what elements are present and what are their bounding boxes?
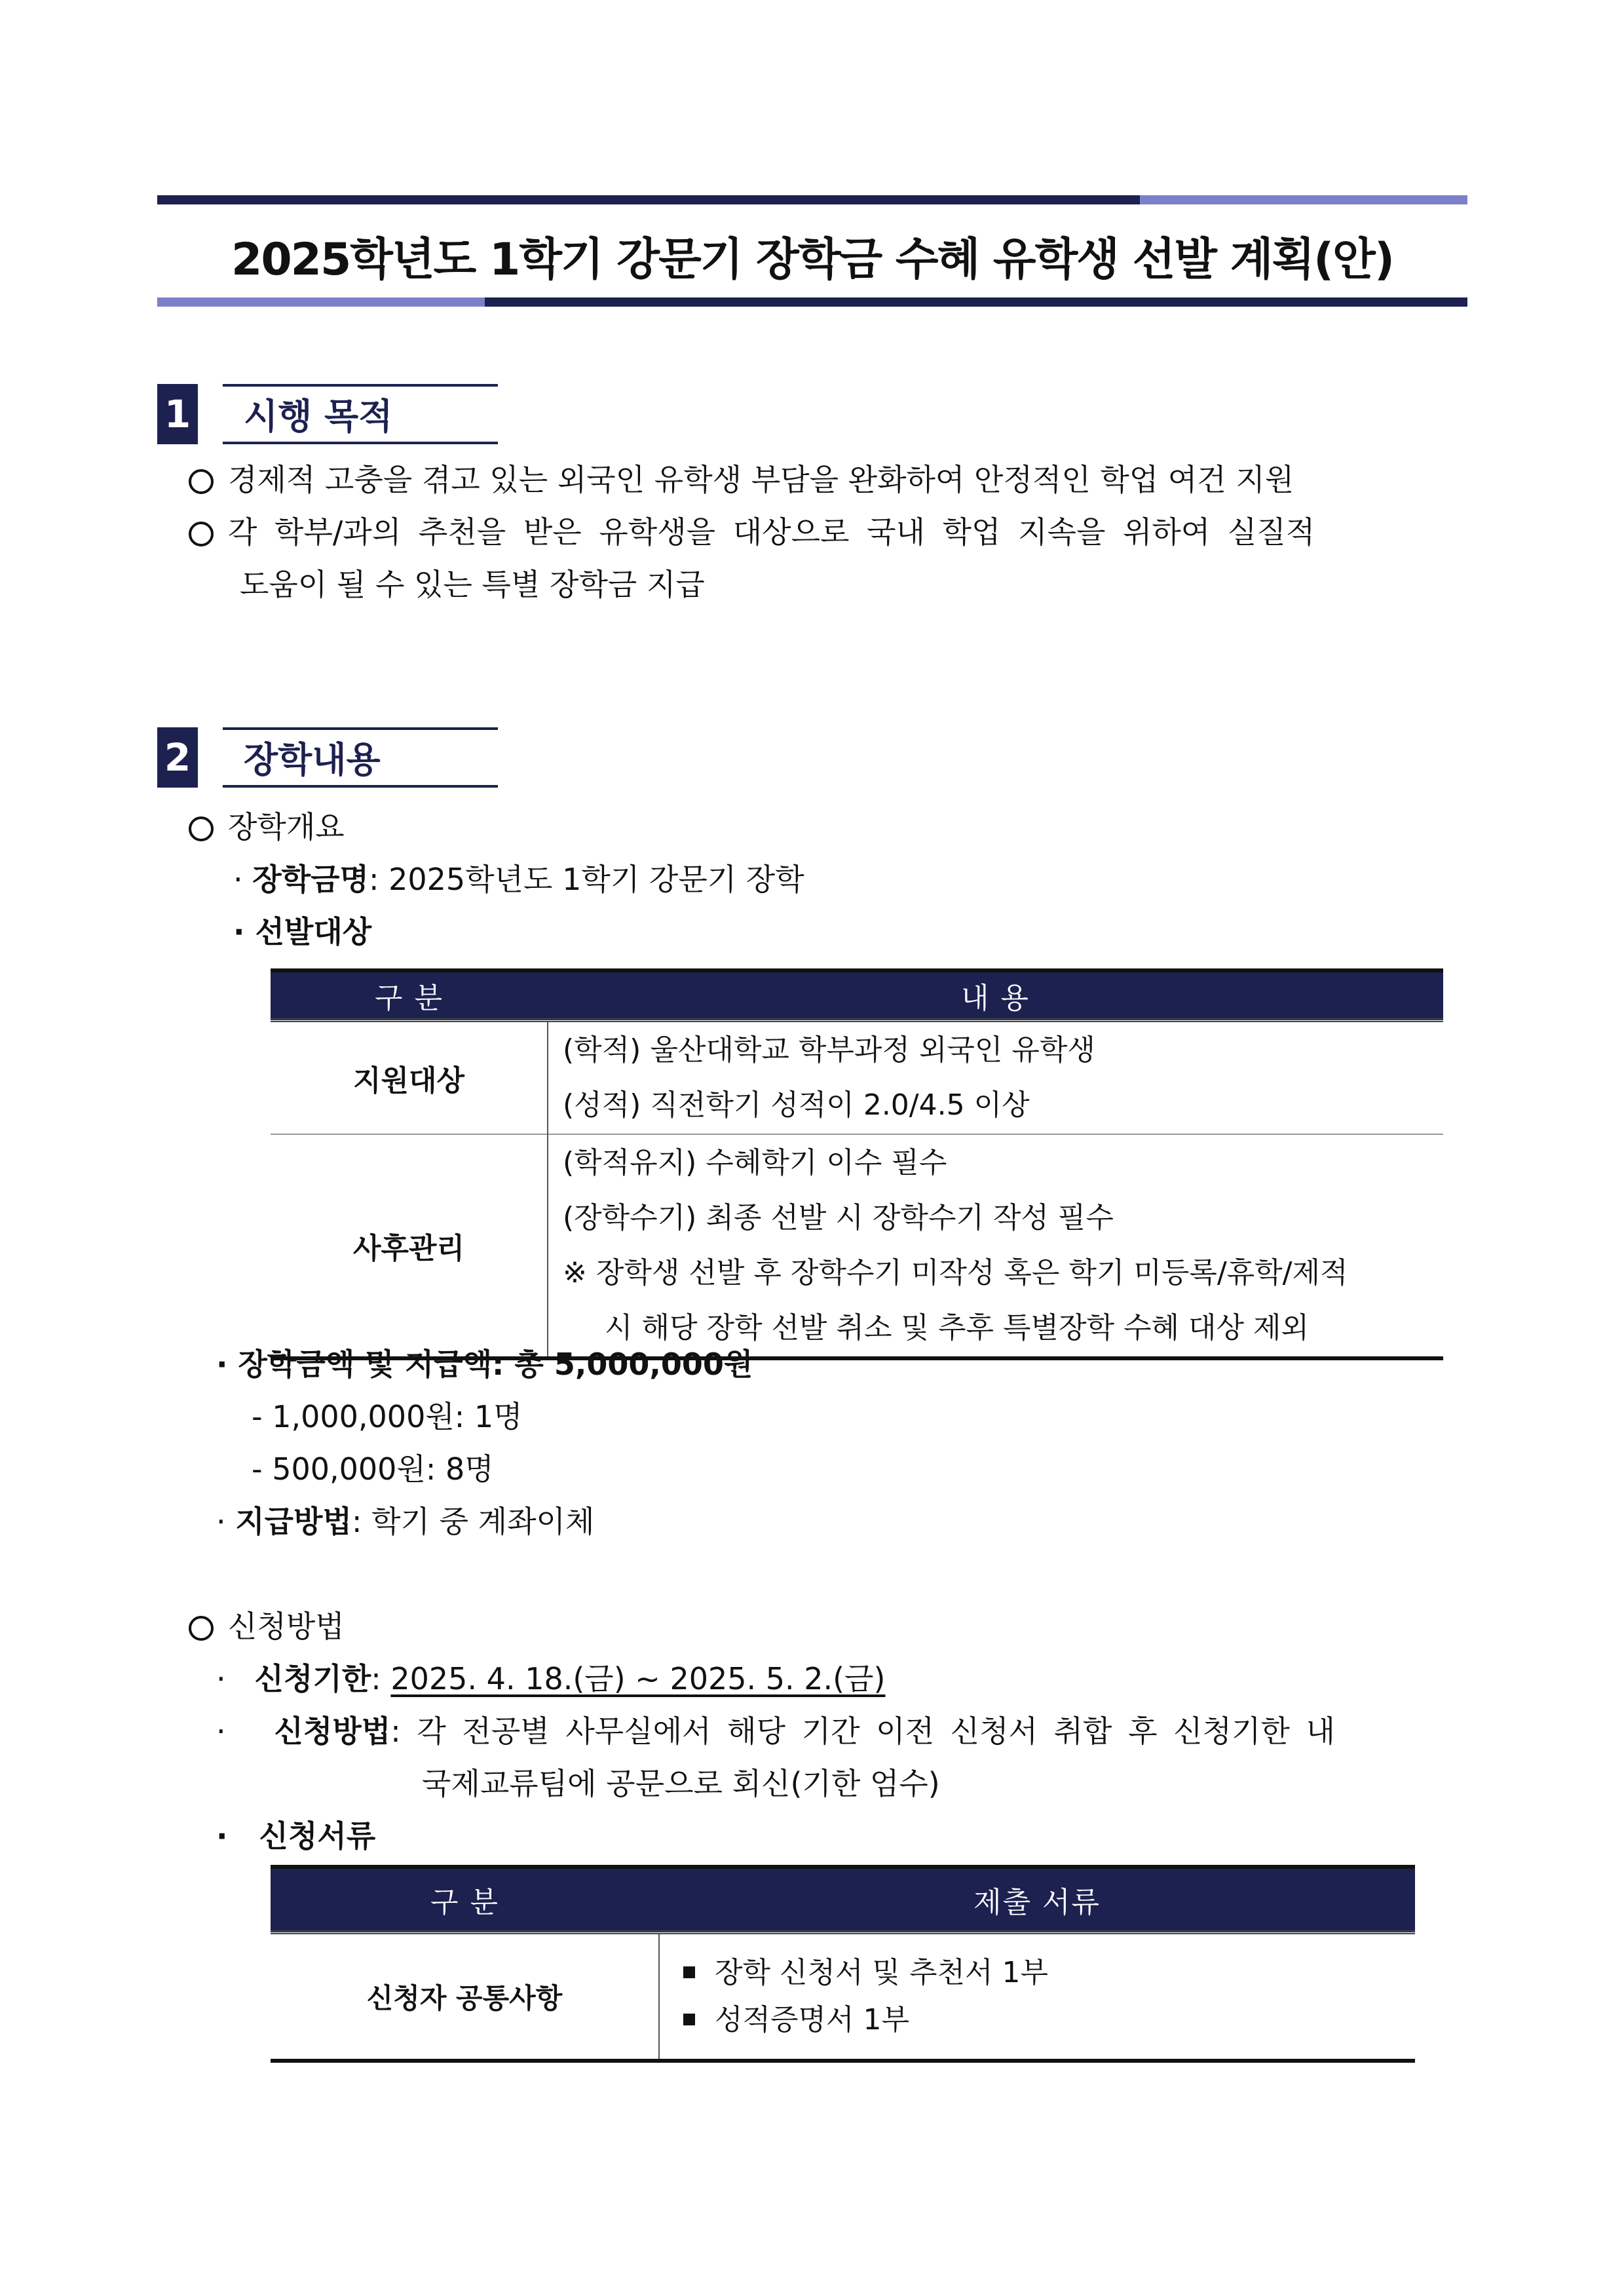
- circle-bullet-icon: [189, 1616, 214, 1641]
- apply-heading: 신청방법: [189, 1607, 345, 1646]
- table1-row-label: 사후관리: [271, 1134, 548, 1358]
- table2-row-label: 신청자 공통사항: [271, 1932, 659, 2061]
- table1-cell-line: (학적유지) 수혜학기 이수 필수: [563, 1146, 947, 1179]
- scholarship-name: · 장학금명: 2025학년도 1학기 강문기 장학: [233, 862, 804, 897]
- table1-row-label: 지원대상: [271, 1020, 548, 1134]
- square-bullet-icon: [683, 1966, 695, 1978]
- application-method-cont: 국제교류팀에 공문으로 회신(기한 엄수): [422, 1766, 940, 1801]
- application-docs-table: [271, 1865, 1415, 2063]
- table1-cell-line: (성적) 직전학기 성적이 2.0/4.5 이상: [563, 1088, 1030, 1122]
- table1-cell-line: 시 해당 장학 선발 취소 및 추후 특별장학 수혜 대상 제외: [605, 1311, 1309, 1345]
- purpose-item-2: 각 학부/과의 추천을 받은 유학생을 대상으로 국내 학업 지속을 위하여 실질적: [189, 512, 1315, 552]
- purpose-item-1: 경제적 고충을 겪고 있는 외국인 유학생 부담을 완화하여 안정적인 학업 여건 지원: [189, 460, 1294, 499]
- title-top-bar-light: [1140, 195, 1467, 204]
- section-1-number: 1: [157, 384, 198, 444]
- circle-bullet-icon: [189, 469, 214, 494]
- list-item: 성적증명서 1부: [683, 1997, 1414, 2044]
- table1-cell-line: (학적) 울산대학교 학부과정 외국인 유학생: [563, 1033, 1095, 1067]
- amount-item-2: - 500,000원: 8명: [252, 1451, 494, 1487]
- document-title: 2025학년도 1학기 강문기 장학금 수혜 유학생 선발 계획(안): [231, 234, 1393, 286]
- table-row: [271, 1932, 1415, 2061]
- amount-item-1: - 1,000,000원: 1명: [252, 1399, 523, 1434]
- list-item: 장학 신청서 및 추천서 1부: [683, 1949, 1414, 1997]
- square-bullet-icon: [683, 2014, 695, 2025]
- circle-bullet-icon: [189, 522, 214, 546]
- overview-heading: 장학개요: [189, 807, 345, 847]
- selection-target-label: · 선발대상: [233, 914, 372, 949]
- title-bottom-bar-light: [157, 297, 485, 307]
- table2-header-category: 구 분: [271, 1867, 659, 1932]
- application-docs-label: · 신청서류: [216, 1818, 376, 1854]
- table-row: [271, 1020, 1443, 1134]
- table-row: [271, 1134, 1443, 1358]
- table1-cell-line: ※ 장학생 선발 후 장학수기 미작성 혹은 학기 미등록/휴학/제적: [563, 1256, 1348, 1290]
- application-method: · 신청방법: 각 전공별 사무실에서 해당 기간 이전 신청서 취합 후 신청기한 내: [216, 1713, 1335, 1749]
- section-2-title: 장학내용: [223, 727, 498, 788]
- circle-bullet-icon: [189, 816, 214, 841]
- title-top-bar-dark: [157, 195, 1140, 204]
- table1-cell-line: (장학수기) 최종 선발 시 장학수기 작성 필수: [563, 1201, 1114, 1234]
- scholarship-amount: · 장학금액 및 지급액: 총 5,000,000원: [216, 1347, 753, 1382]
- section-2-number: 2: [157, 727, 198, 788]
- section-1-title: 시행 목적: [223, 384, 498, 444]
- table1-header-content: 내 용: [548, 970, 1443, 1020]
- purpose-item-2-cont: 도움이 될 수 있는 특별 장학금 지급: [240, 567, 705, 602]
- table2-header-docs: 제출 서류: [659, 1867, 1415, 1932]
- selection-target-table: [271, 968, 1443, 1360]
- title-bottom-bar-dark: [485, 297, 1467, 307]
- payment-method: · 지급방법: 학기 중 계좌이체: [216, 1504, 595, 1539]
- application-deadline: · 신청기한: 2025. 4. 18.(금) ~ 2025. 5. 2.(금): [216, 1661, 886, 1696]
- table1-header-category: 구 분: [271, 970, 548, 1020]
